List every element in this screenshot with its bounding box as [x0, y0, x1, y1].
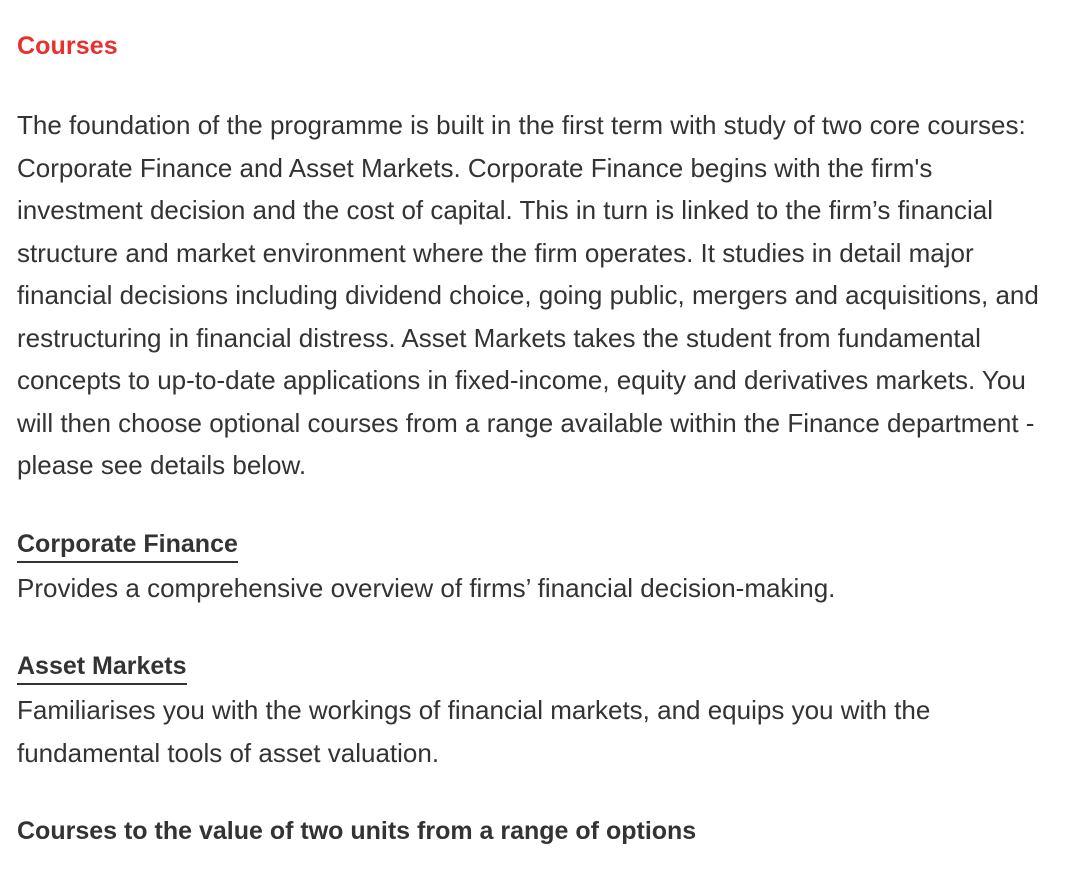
options-heading: Courses to the value of two units from a range of options: [17, 817, 697, 845]
corporate-finance-link[interactable]: Corporate Finance: [17, 527, 238, 563]
intro-paragraph: The foundation of the programme is built in the first term with study of two core courses: Corporate Finance and Asset Markets. Corporate Finance begins with the firm's investment decision and the cost of capital. This in turn is linked to the firm’s financial structure and market environment where the firm operates. It studies in detail major financial decisions including dividend choice, going public, mergers and acquisitions, and restructuring in financial distress. Asset Markets takes the student from fundamental concepts to up-to-date applications in fixed-income, equity and derivatives markets. You will then choose optional courses from a range available within the Finance department - please see details below.: [17, 110, 1039, 480]
corporate-finance-description: Provides a comprehensive overview of firms’ financial decision-making.: [17, 572, 836, 603]
asset-markets-description: Familiarises you with the workings of financial markets, and equips you with the fundamental tools of asset valuation.: [17, 695, 931, 768]
course-corporate-finance: [17, 527, 1062, 610]
course-asset-markets: [17, 649, 1062, 774]
section-title: Courses: [17, 32, 118, 60]
asset-markets-link[interactable]: Asset Markets: [17, 649, 187, 685]
